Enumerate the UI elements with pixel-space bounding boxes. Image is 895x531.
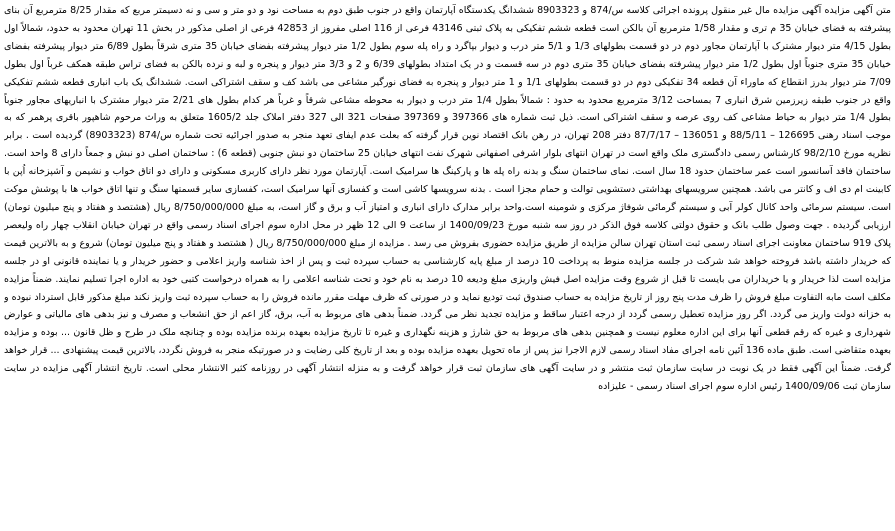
notice-paragraph: متن آگهی مزایده آگهی مزایده مال غیر منقول پرونده اجرائی کلاسه س/874 و 8903323 ششدانگ یکدستگاه آپارتمان واقع در جنوب طبق دوم به مساحت نود و دو متر و سی و نه دسیمتر مربع که مقدار 8/25 مترمربع آن بنای پیشرفته به فضای خیابان 35 م تری و مقدار 1/58 مترمربع آن بالکن است قطعه ششم تفکیکی به پلاک ثبتی 43146 فرعی از 116 اصلی مفروز از 42853 فرعی از اصلی مذکور در بخش 11 تهران محدود به حدود، شمالاً اول بطول 4/15 متر دیوار مشترک با آپارتمان مجاور دوم در دو قسمت بطولهای 1/3 و 5/1 متر درب و دیوار بپاگرد و راه پله سوم بطول 1/2 متر دیوار پیشرفته بفضای خیابان 35 متری شرقاً بطول 6/89 متر دیوار پیشرفته بفضای خیابان 35 متری جنوباً اول بطول 1/2 متر دیوار پیشرفته بفضای خیابان 35 متری دوم در سه قسمت و در یک امتداد بطولهای 6/39 و 2 و 3/3 متر دیوار و پنجره و لبه و نرده بالکن به فضای تراس طبقه همکف غرباً اول بطول 7/09 متر دیوار بدرز انقطاع که ماوراء آن قطعه 34 تفکیکی دوم در دو قسمت بطولهای 1/1 و 1 متر دیوار و پنجره به فضای نورگیر مشاعی می باشد کف و سقف اشتراکی است. ششدانگ یک باب انباری قطعه ششم تفکیکی واقع در جنوب طبقه زیرزمین شرق انباری 7 بمساحت 3/12 مترمربع محدود به حدود : شمالاً بطول 1/4 متر درب و دیوار به محوطه مشاعی شرقاً و غرباً هر کدام بطول های 2/21 متر دیوار مشترک با انباریهای مجاور جنوباً بطول 1/4 متر دیوار به حیاط مشاعی کف روی عرصه و سقف اشتراکی است. ذیل ثبت شماره های 397366 و 397369 صفحات 321 الی 327 دفتر املاک جلد 1605/2 متعلق به وراث مرحوم شاهپور باقری پرهمر که به موجب اسناد رهنی 126695 – 88/5/11 و 136051 – 87/7/17 دفتر 208 تهران، در رهن بانک اقتصاد نوین قرار گرفته که بعلت عدم ایفای تعهد منجر به صدور اجرائیه تحت شماره س/874 (8903323) گردیده است . برابر نظریه مورخ 98/2/10 کارشناس رسمی دادگستری ملک واقع است در تهران انتهای بلوار اشرفی اصفهانی شهرک نفت انتهای خیابان 25 ساختمان دو نبش جنوبی (قطعه 6) : ساختمان اصلی دو نبش و جمعاً دارای 8 واحد است. ساختمان فاقد آسانسور است عمر ساختمان حدود 18 سال است. نمای ساختمان سنگ و بدنه راه پله ها و پارکینگ ها سرامیک است. آپارتمان مورد نظر دارای کاربری مسکونی و دارای دو اتاق خواب و نشیمن و آشپزخانه اُپن با کابینت ام دی اف و کانتر می باشد. همچنین سرویسهای بهداشتی دستشویی توالت و حمام مجزا است . بدنه سرویسها کاشی است و کفسازی آنها سرامیک است، کفسازی سایر قسمتها سنگ و تنها اتاق خواب ها با پوشش موکت است. سیستم سرمائی واحد کانال کولر آبی و سیستم گرمائی شوفاژ مرکزی و شومینه است.واحد برابر مدارک دارای انباری و امتیاز آب و برق و گاز است، به مبلغ 8/750/000/000 ریال (هشتصد و هفتاد و پنج میلیون تومان) ارزیابی گردیده . جهت وصول طلب بانک و حقوق دولتی کلاسه فوق الذکر در روز سه شنبه مورخ 1400/09/23 از ساعت 9 الی 12 ظهر در محل اداره سوم اجرای اسناد رسمی واقع در تهران خیابان انقلاب چهار راه ولیعصر پلاک 919 ساختمان معاونت اجرای اسناد رسمی ثبت استان تهران سالن مزایده از طریق مزایده حضوری بفروش می رسد . مزایده از مبلغ 8/750/000/000 ریال ( هشتصد و هفتاد و پنج میلیون تومان) شروع و به بالاترین قیمت که خریدار داشته باشد فروخته خواهد شد شرکت در جلسه مزایده منوط به پرداخت 10 درصد از مبلغ پایه کارشناسی به حساب سپرده ثبت و پس از اخذ شناسه واریز اعلامی و حضور خریدار و یا نماینده قانونی او در جلسه مزایده است لذا خریدار و یا خریداران می بایست تا قبل از شروع وقت مزایده اصل فیش واریزی مبلغ ودیعه 10 درصد به نام خود و تحت شناسه اعلامی را به همراه درخواست کتبی خود به اداره اجرا تسلیم نمایند. ضمناً مزایده مکلف است مابه التفاوت مبلغ فروش را ظرف مدت پنج روز از تاریخ مزایده به حساب صندوق ثبت تودیع نماید و در صورتی که ظرف مهلت مقرر مانده فروش را به حساب سپرده ثبت واریز نکند مبلغ مذکور قابل استرداد نبوده و به خزانه دولت واریز می گردد. اگر روز مزایده تعطیل رسمی گردد از درجه اعتبار ساقط و مزایده تجدید نظر می گردد. ضمناً بدهی های مربوط به آب، برق، گاز اعم از حق انشعاب و مصرف و نیز بدهی های مالیاتی و عوارض شهرداری و غیره که رقم قطعی آنها برای این اداره معلوم نیست و همچنین بدهی های مربوط به حق شارژ و هزینه نگهداری و غیره تا تاریخ مزایده بعهده برنده مزایده بوده و چنانچه ملک در طرح و ظل قانون ... بوده و مزایده بعهده متقاضی است. طبق ماده 136 آئین نامه اجرای مفاد اسناد رسمی لازم الاجرا نیز پس از ماه تحویل بعهده مزایده بوده و بعد از تاریخ کلی رضایت و در صورتیکه منجر به فروش نگردد، بالاترین قیمت پیشنهادی ... قرار خواهد گرفت. ضمناً این آگهی فقط در یک نوبت در سایت سازمان ثبت منتشر و در سایت آگهی های سازمان ثبت قرار خواهد گرفت و به منزله انتشار آگهی در روزنامه کثیر الانتشار محلی است. تاریخ انتشار آگهی مزایده در سایت سازمان ثبت 1400/09/06 رئیس اداره سوم اجرای اسناد رسمی - علیزاده	[4, 5, 891, 393]
auction-notice-text	[4, 2, 891, 529]
